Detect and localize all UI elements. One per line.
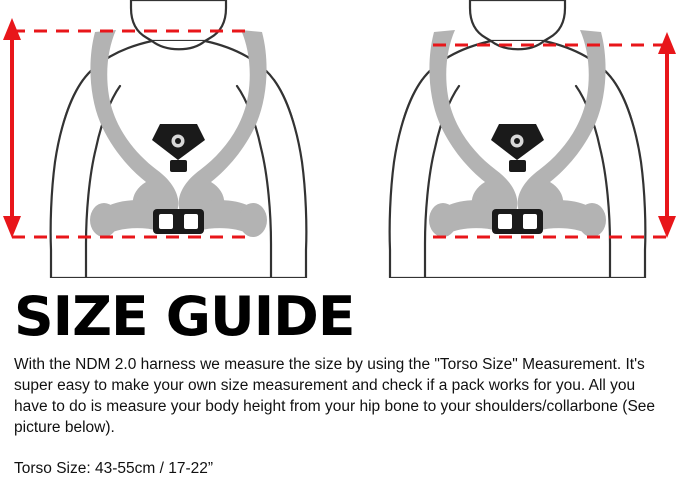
waist-pad-right [239, 203, 267, 237]
torso-measurement-arrow-right [658, 32, 676, 238]
torso-size-value: Torso Size: 43-55cm / 17-22” [14, 460, 214, 477]
torso-measurement-arrow-left [3, 18, 21, 238]
waist-pad-left [429, 203, 457, 237]
size-guide-description: With the NDM 2.0 harness we measure the size by using the "Torso Size" Measurement. It's super easy to make your own size measurement and check if a pack works for you. All you have to do is measure your body height from your hip bone to your shoulders/collarbone (See picture below). [14, 356, 656, 436]
waist-buckle-right-figure [492, 209, 543, 234]
right-figure-group [390, 0, 646, 278]
left-figure-group [3, 0, 306, 278]
waist-pad-left [90, 203, 118, 237]
waist-buckle-left-figure [153, 209, 204, 234]
page-title: SIZE GUIDE [14, 285, 355, 348]
size-guide-text-block [0, 278, 679, 479]
neck-shape [470, 0, 565, 41]
neck-shape [131, 0, 226, 41]
waist-pad-right [578, 203, 606, 237]
